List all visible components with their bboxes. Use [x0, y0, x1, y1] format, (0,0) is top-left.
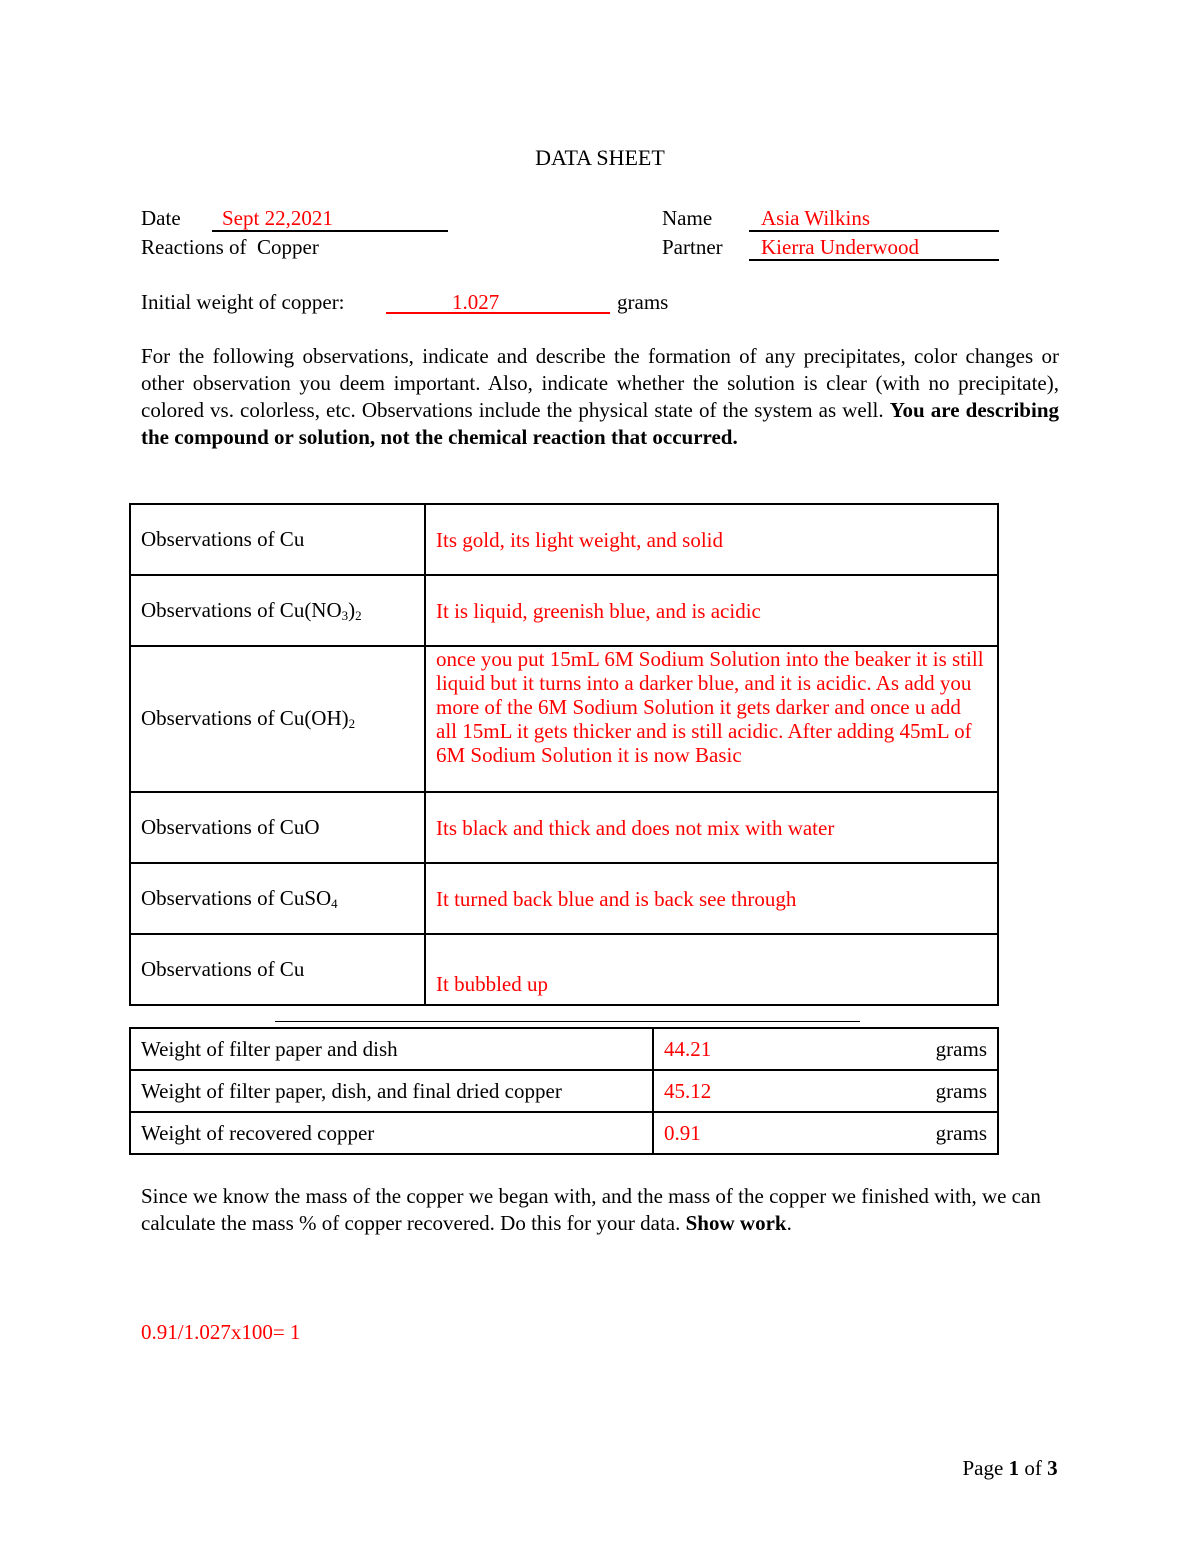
- weight-label: Weight of filter paper, dish, and final dried copper: [130, 1070, 653, 1112]
- observation-value[interactable]: It is liquid, greenish blue, and is acidic: [425, 575, 998, 646]
- weight-value: 45.12: [664, 1078, 712, 1103]
- page-title: DATA SHEET: [535, 145, 665, 170]
- calculation-paragraph: Since we know the mass of the copper we began with, and the mass of the copper we finished with, we can calculate the mass % of copper recovered. Do this for your data. Show work.: [141, 1184, 1041, 1235]
- page-number: Page 1 of 3: [962, 1456, 1058, 1480]
- observation-value[interactable]: Its black and thick and does not mix with water: [425, 792, 998, 863]
- observation-label: Observations of Cu: [130, 934, 425, 1005]
- table-row: [130, 1070, 998, 1112]
- table-row: [130, 1112, 998, 1154]
- calculation-answer[interactable]: 0.91/1.027x100= 1: [141, 1320, 301, 1344]
- observation-label: Observations of CuO: [130, 792, 425, 863]
- weight-cell[interactable]: [653, 1028, 998, 1070]
- initial-weight-field[interactable]: 1.027: [386, 290, 610, 314]
- table-row: [130, 863, 998, 934]
- instructions-text: For the following observations, indicate and describe the formation of any precipitates, color changes or other observation you deem important. Also, indicate whether the solution is clear (with no precipitate), colored vs. colorless, etc. Observations include the physical state of the system as well.: [141, 344, 1059, 422]
- observation-value[interactable]: once you put 15mL 6M Sodium Solution into the beaker it is still liquid but it turns into a darker blue, and it is acidic. As add you more of the 6M Sodium Solution it gets darker and once u add all 15mL it gets thicker and is still acidic. After adding 45mL of 6M Sodium Solution it is now Basic: [425, 646, 998, 792]
- instructions-paragraph: [141, 343, 1059, 451]
- name-field[interactable]: Asia Wilkins: [749, 206, 999, 232]
- partner-field[interactable]: Kierra Underwood: [749, 235, 999, 261]
- initial-weight-label: Initial weight of copper:: [141, 290, 345, 314]
- table-row: [130, 504, 998, 575]
- instructions-bold: You are describing the compound or solution, not the chemical reaction that occurred.: [141, 398, 1059, 449]
- observation-value[interactable]: It turned back blue and is back see through: [425, 863, 998, 934]
- weights-table: [129, 1027, 999, 1155]
- name-label: Name: [662, 206, 713, 230]
- observation-value[interactable]: It bubbled up: [425, 934, 998, 1005]
- observation-label: Observations of $Cu(NO_3)_2$: [130, 575, 425, 646]
- observation-label: Observations of Cu: [130, 504, 425, 575]
- weight-label: Weight of filter paper and dish: [130, 1028, 653, 1070]
- initial-weight-unit: grams: [617, 290, 669, 314]
- weight-value: 0.91: [664, 1120, 701, 1145]
- weight-cell[interactable]: [653, 1112, 998, 1154]
- date-label: Date: [141, 206, 181, 230]
- weight-cell[interactable]: [653, 1070, 998, 1112]
- table-row: [130, 1028, 998, 1070]
- table-row: [130, 575, 998, 646]
- date-field[interactable]: Sept 22,2021: [212, 206, 448, 232]
- observation-label: Observations of $Cu(OH)_2$: [130, 646, 425, 792]
- weight-unit: grams: [935, 1036, 987, 1061]
- partner-label: Partner: [662, 235, 723, 259]
- calculation-text: Since we know the mass of the copper we began with, and the mass of the copper we finished with, we can calculate the mass % of copper recovered. Do this for your data.: [141, 1184, 1041, 1235]
- table-row: [130, 934, 998, 1005]
- observation-label: Observations of CuSO$_4$: [130, 863, 425, 934]
- weight-unit: grams: [935, 1120, 987, 1145]
- observation-value[interactable]: Its gold, its light weight, and solid: [425, 504, 998, 575]
- weight-value: 44.21: [664, 1036, 712, 1061]
- table-row: [130, 792, 998, 863]
- weight-unit: grams: [935, 1078, 987, 1103]
- observations-table: [129, 503, 999, 1006]
- table-row: [130, 646, 998, 792]
- separator-line: [275, 1021, 860, 1022]
- show-work-label: Show work: [685, 1211, 787, 1235]
- weight-label: Weight of recovered copper: [130, 1112, 653, 1154]
- experiment-title: Reactions of Copper: [141, 235, 319, 259]
